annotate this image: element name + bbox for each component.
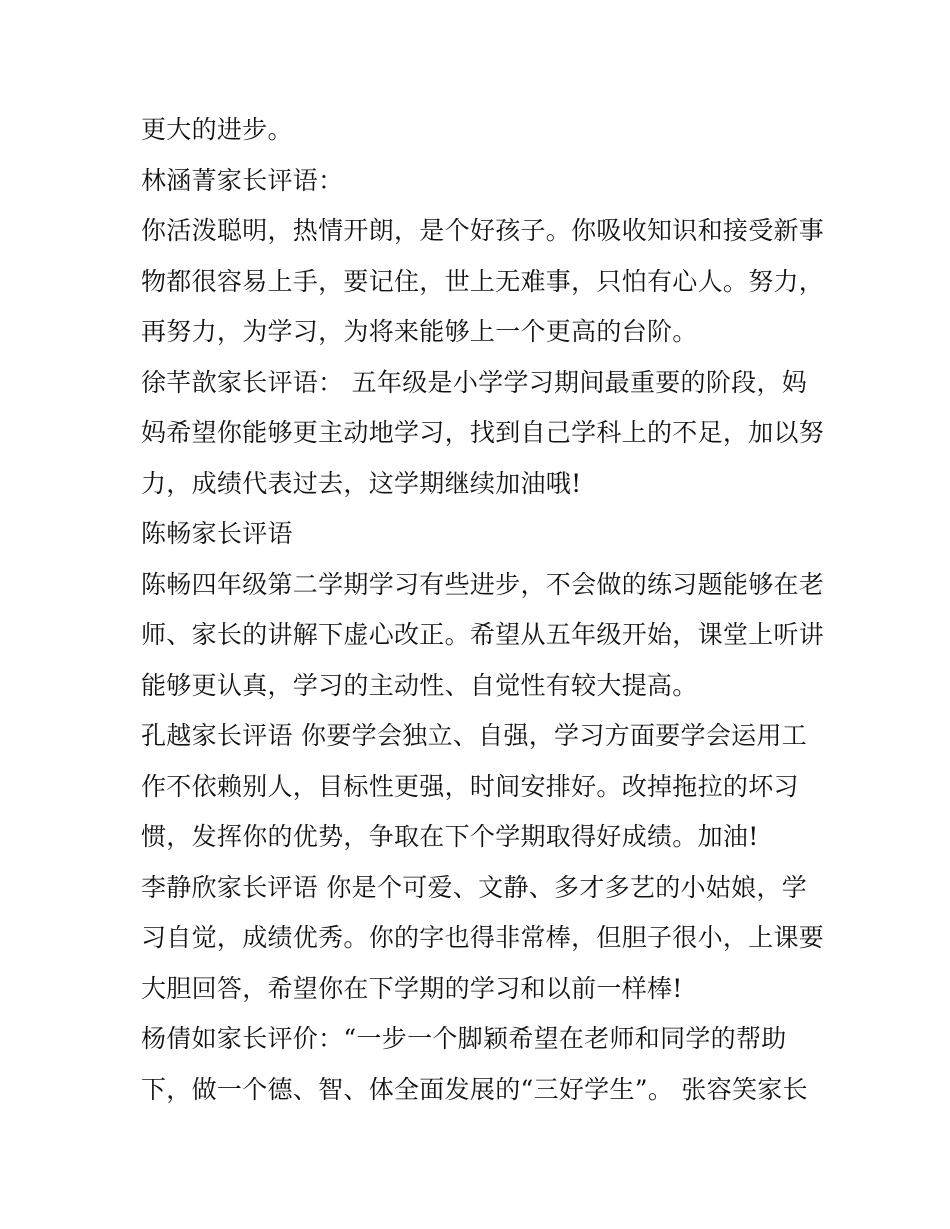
text-line: 徐芊歆家长评语： 五年级是小学学习期间最重要的阶段，妈: [141, 368, 808, 397]
text-line: 你活泼聪明，热情开朗，是个好孩子。你吸收知识和接受新事: [141, 216, 825, 245]
text-line: 物都很容易上手，要记住，世上无难事，只怕有心人。努力，: [141, 267, 825, 296]
text-line: 妈希望你能够更主动地学习，找到自己学科上的不足，加以努: [141, 418, 825, 447]
text-line: 力，成绩代表过去，这学期继续加油哦!: [141, 469, 582, 498]
text-line: 再努力，为学习，为将来能够上一个更高的台阶。: [141, 317, 698, 346]
text-line: 孔越家长评语 你要学会独立、自强，学习方面要学会运用工: [141, 721, 808, 750]
text-line: 下，做一个德、智、体全面发展的“三好学生”。 张容笑家长: [141, 1075, 808, 1104]
text-line: 能够更认真，学习的主动性、自觉性有较大提高。: [141, 671, 698, 700]
text-line: 杨倩如家长评价：“一步一个脚颖希望在老师和同学的帮助: [141, 1024, 787, 1053]
text-line: 师、家长的讲解下虚心改正。希望从五年级开始，课堂上听讲: [141, 620, 825, 649]
text-line: 陈畅四年级第二学期学习有些进步，不会做的练习题能够在老: [141, 570, 825, 599]
text-line: 陈畅家长评语: [141, 519, 293, 548]
text-line: 大胆回答，希望你在下学期的学习和以前一样棒!: [141, 974, 683, 1003]
text-line: 作不依赖别人，目标性更强，时间安排好。改掉拖拉的坏习: [141, 772, 799, 801]
text-line: 更大的进步。: [141, 115, 293, 144]
text-line: 习自觉，成绩优秀。你的字也得非常棒，但胆子很小，上课要: [141, 923, 825, 952]
text-line: 惯，发挥你的优势，争取在下个学期取得好成绩。加油!: [141, 822, 759, 851]
text-line: 李静欣家长评语 你是个可爱、文静、多才多艺的小姑娘，学: [141, 873, 808, 902]
text-line: 林涵菁家长评语：: [141, 166, 344, 195]
